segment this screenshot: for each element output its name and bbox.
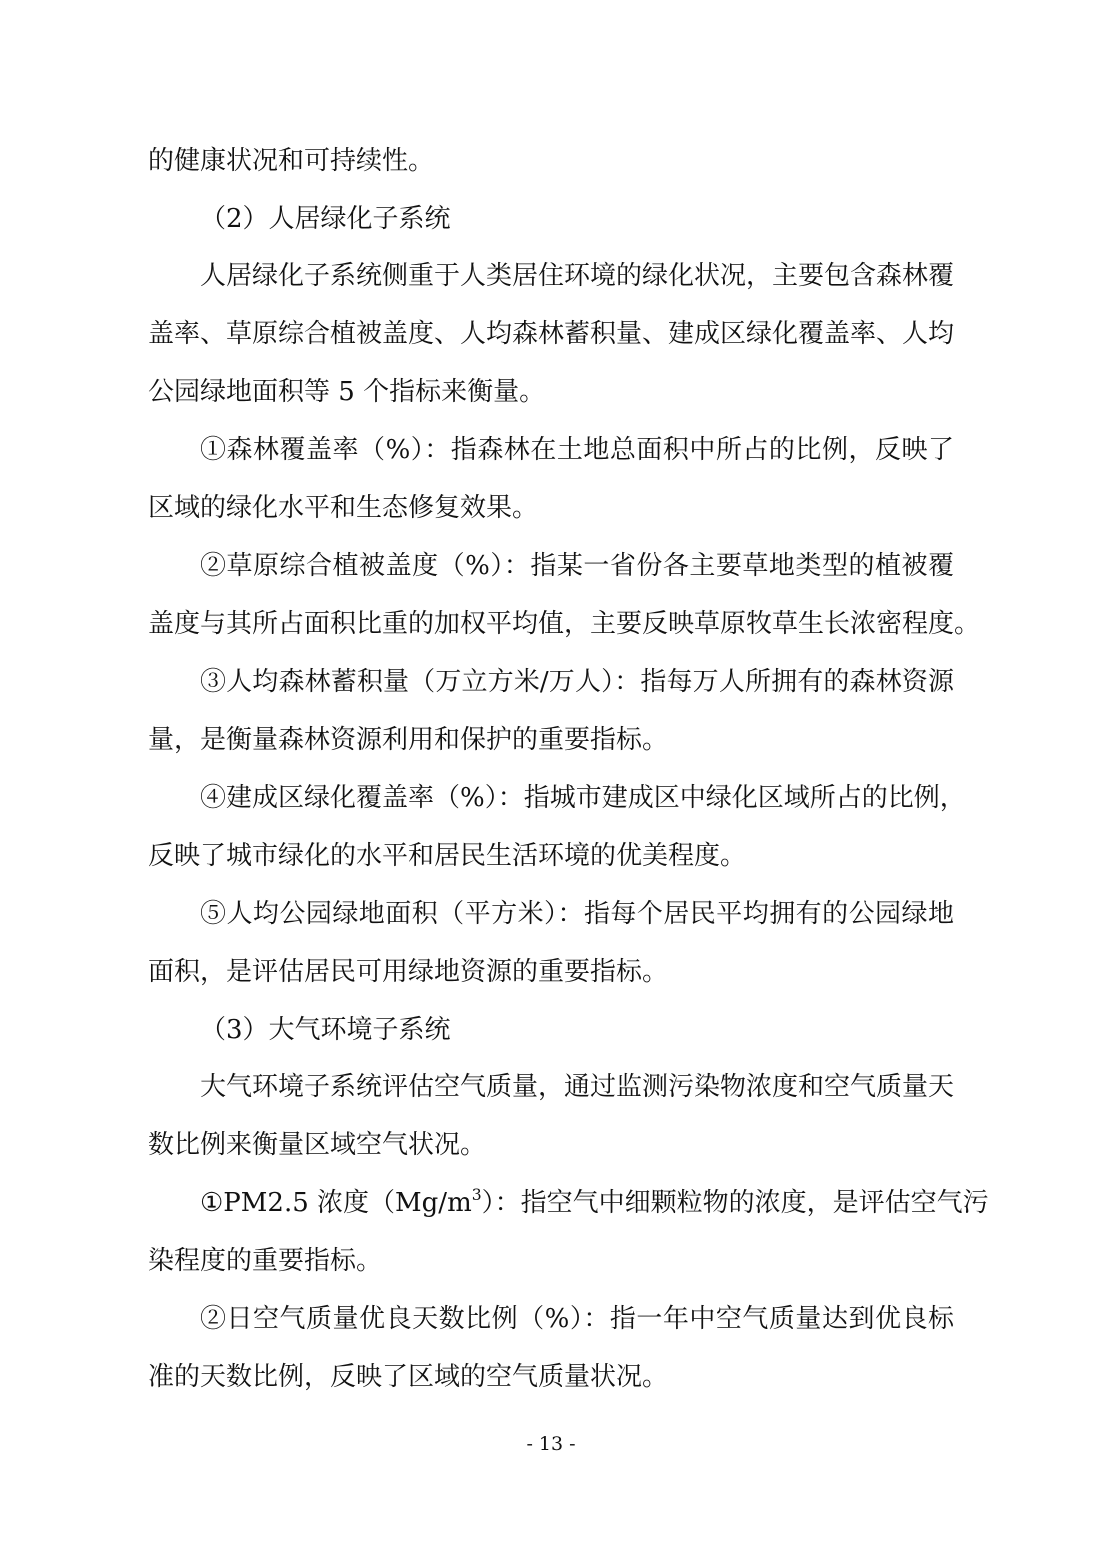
- paragraph-intro-line: 盖率、草原综合植被盖度、人均森林蓄积量、建成区绿化覆盖率、人均: [148, 319, 955, 349]
- paragraph-intro-line: 公园绿地面积等 5 个指标来衡量。: [148, 377, 546, 407]
- indicator-pm25-text-after: ）：指空气中细颗粒物的浓度，是评估空气污: [481, 1188, 989, 1218]
- body-text-line: 的健康状况和可持续性。: [148, 146, 435, 176]
- indicator-forest-coverage-cont: 区域的绿化水平和生态修复效果。: [148, 493, 539, 523]
- paragraph-intro-line: 人居绿化子系统侧重于人类居住环境的绿化状况，主要包含森林覆: [200, 261, 955, 291]
- indicator-urban-green-coverage-cont: 反映了城市绿化的水平和居民生活环境的优美程度。: [148, 841, 747, 871]
- indicator-forest-stock: ③人均森林蓄积量（万立方米/万人）：指每万人所拥有的森林资源: [200, 667, 954, 697]
- indicator-good-air-days-cont: 准的天数比例，反映了区域的空气质量状况。: [148, 1362, 669, 1392]
- indicator-grassland-coverage-cont: 盖度与其所占面积比重的加权平均值，主要反映草原牧草生长浓密程度。: [148, 609, 981, 639]
- indicator-forest-coverage: ①森林覆盖率（%）：指森林在土地总面积中所占的比例，反映了: [200, 435, 954, 465]
- page-number: - 13 -: [526, 1433, 576, 1455]
- indicator-urban-green-coverage: ④建成区绿化覆盖率（%）：指城市建成区中绿化区域所占的比例，: [200, 783, 966, 813]
- paragraph-air-intro-cont: 数比例来衡量区域空气状况。: [148, 1130, 487, 1160]
- indicator-park-area-cont: 面积，是评估居民可用绿地资源的重要指标。: [148, 957, 669, 987]
- indicator-good-air-days: ②日空气质量优良天数比例（%）：指一年中空气质量达到优良标: [200, 1304, 954, 1334]
- indicator-park-area: ⑤人均公园绿地面积（平方米）：指每个居民平均拥有的公园绿地: [200, 899, 954, 929]
- section-heading-2: （2）人居绿化子系统: [200, 204, 451, 234]
- section-heading-3: （3）大气环境子系统: [200, 1015, 451, 1045]
- indicator-grassland-coverage: ②草原综合植被盖度（%）：指某一省份各主要草地类型的植被覆: [200, 551, 954, 581]
- superscript-3: 3: [471, 1186, 482, 1205]
- indicator-pm25-text: ①PM2.5 浓度（Mg/m: [200, 1188, 472, 1218]
- indicator-forest-stock-cont: 量，是衡量森林资源利用和保护的重要指标。: [148, 725, 669, 755]
- paragraph-air-intro: 大气环境子系统评估空气质量，通过监测污染物浓度和空气质量天: [200, 1072, 955, 1102]
- indicator-pm25-cont: 染程度的重要指标。: [148, 1246, 383, 1276]
- indicator-pm25: [200, 1185, 989, 1221]
